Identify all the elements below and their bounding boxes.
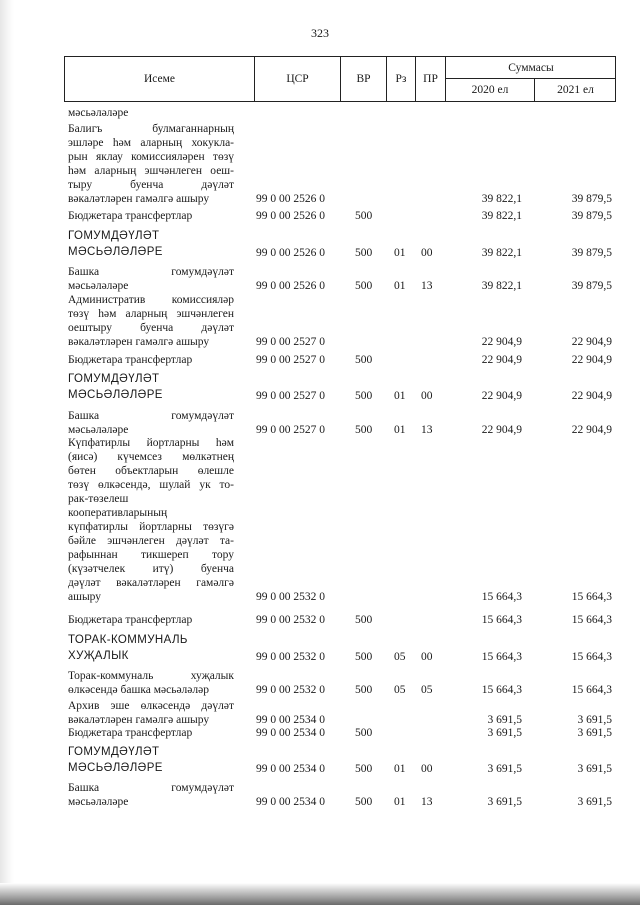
row-pr: 13: [421, 424, 433, 436]
row-sum-2021: 3 691,5: [577, 714, 612, 726]
row-sum-2021: 3 691,5: [577, 763, 612, 775]
row-csr: 99 0 00 2527 0: [256, 424, 325, 436]
row-sum-2020: 39 822,1: [481, 280, 522, 292]
row-sum-2021: 3 691,5: [577, 796, 612, 808]
row-csr: 99 0 00 2526 0: [256, 247, 325, 259]
row-sum-2020: 15 664,3: [481, 614, 522, 626]
row-vr: 500: [355, 280, 373, 292]
row-rz: 05: [394, 684, 406, 696]
row-csr: 99 0 00 2526 0: [256, 210, 325, 222]
row-pr: 00: [421, 763, 433, 775]
row-rz: 01: [394, 763, 406, 775]
row-sum-2020: 22 904,9: [481, 354, 522, 366]
row-vr: 500: [355, 247, 373, 259]
row-rz: 01: [394, 280, 406, 292]
row-sum-2020: 22 904,9: [481, 390, 522, 402]
row-vr: 500: [355, 763, 373, 775]
scan-edge-bottom: [0, 883, 640, 905]
row-vr: 500: [355, 651, 373, 663]
row-name: Бюджетара трансфертлар: [68, 614, 193, 626]
row-name: ТОРАК-КОММУНАЛЬ ХУҖАЛЫК: [68, 634, 188, 662]
row-sum-2021: 39 879,5: [571, 193, 612, 205]
row-name: мәсьәләләре: [68, 107, 129, 119]
row-rz: 01: [394, 424, 406, 436]
row-name: Административ комиссияләр төзү һәм аларның эшчәнлеген оештыру буенча дәүләт вәкаләтләрен гамәлгә ашыру: [68, 294, 234, 348]
scan-edge-left: [0, 0, 14, 905]
row-sum-2021: 22 904,9: [571, 390, 612, 402]
header-pr: ПР: [423, 73, 438, 85]
row-name: Башка гомумдәүләт мәсьәләләре: [68, 266, 234, 292]
row-name: Балигъ булмаганнарның эшләре һәм аларның хокукла- рын яклау комиссияләрен төзү һәм аларның эшчәнлеген оеш- тыру буенча дәүләт вәкаләтләрен гамәлгә ашыру: [68, 123, 234, 205]
row-sum-2020: 15 664,3: [481, 684, 522, 696]
row-vr: 500: [355, 390, 373, 402]
row-name: Архив эше өлкәсендә дәүләт вәкаләтләрен гамәлгә ашыру: [68, 700, 234, 726]
row-rz: 01: [394, 796, 406, 808]
row-csr: 99 0 00 2534 0: [256, 796, 325, 808]
row-vr: 500: [355, 614, 373, 626]
row-name: Бюджетара трансфертлар: [68, 210, 193, 222]
row-vr: 500: [355, 424, 373, 436]
row-name: Торак-коммуналь хуҗалык өлкәсендә башка мәсьәләләр: [68, 670, 234, 696]
row-sum-2020: 15 664,3: [481, 591, 522, 603]
row-sum-2020: 22 904,9: [481, 336, 522, 348]
row-vr: 500: [355, 796, 373, 808]
row-rz: 01: [394, 247, 406, 259]
row-sum-2020: 3 691,5: [487, 727, 522, 739]
row-sum-2021: 22 904,9: [571, 354, 612, 366]
row-csr: 99 0 00 2532 0: [256, 591, 325, 603]
row-sum-2021: 15 664,3: [571, 651, 612, 663]
row-sum-2020: 39 822,1: [481, 210, 522, 222]
row-sum-2021: 15 664,3: [571, 614, 612, 626]
row-sum-2020: 3 691,5: [487, 796, 522, 808]
row-pr: 13: [421, 280, 433, 292]
table-header: [64, 56, 616, 102]
row-sum-2021: 22 904,9: [571, 336, 612, 348]
row-csr: 99 0 00 2526 0: [256, 280, 325, 292]
row-name: Башка гомумдәүләт мәсьәләләре: [68, 782, 234, 808]
header-sums: Суммасы: [508, 61, 554, 74]
header-year-2021: 2021 ел: [557, 84, 594, 96]
row-pr: 00: [421, 247, 433, 259]
row-rz: 01: [394, 390, 406, 402]
row-vr: 500: [355, 684, 373, 696]
row-sum-2020: 3 691,5: [487, 763, 522, 775]
row-name: Күпфатирлы йортларны һәм (яисә) күчемсез мөлкәтнең бөтен объектларын өлешле төзү өлкәсендә, шулай ук то- рак-төзелеш кооперативларының күпфатирлы йортларны төзүгә бәйле эшчәнлеген дәүләт та- рафыннан тикшереп тору (күзәтчелек итү) буенча дәүләт вәкаләтләрен гамәлгә ашыру: [68, 437, 234, 603]
row-pr: 00: [421, 651, 433, 663]
row-csr: 99 0 00 2532 0: [256, 614, 325, 626]
row-sum-2020: 39 822,1: [481, 193, 522, 205]
row-name: ГОМУМДӘҮЛӘТ МӘСЬӘЛӘЛӘРЕ: [68, 230, 163, 258]
row-sum-2020: 22 904,9: [481, 424, 522, 436]
row-rz: 05: [394, 651, 406, 663]
row-csr: 99 0 00 2532 0: [256, 684, 325, 696]
header-name: Исеме: [143, 73, 176, 85]
row-sum-2021: 39 879,5: [571, 247, 612, 259]
row-vr: 500: [355, 354, 373, 366]
row-sum-2021: 3 691,5: [577, 727, 612, 739]
row-csr: 99 0 00 2527 0: [256, 390, 325, 402]
header-rz: Рз: [395, 73, 407, 85]
row-vr: 500: [355, 210, 373, 222]
header-year-2020: 2020 ел: [471, 84, 509, 96]
row-csr: 99 0 00 2534 0: [256, 714, 325, 726]
row-name: Бюджетара трансфертлар: [68, 727, 193, 739]
row-pr: 13: [421, 796, 433, 808]
row-name: Башка гомумдәүләт мәсьәләләре: [68, 410, 234, 436]
row-pr: 05: [421, 684, 433, 696]
row-name: ГОМУМДӘҮЛӘТ МӘСЬӘЛӘЛӘРЕ: [68, 373, 163, 401]
row-csr: 99 0 00 2532 0: [256, 651, 325, 663]
row-sum-2020: 15 664,3: [481, 651, 522, 663]
row-pr: 00: [421, 390, 433, 402]
row-vr: 500: [355, 727, 373, 739]
row-sum-2020: 39 822,1: [481, 247, 522, 259]
row-csr: 99 0 00 2526 0: [256, 193, 325, 205]
row-csr: 99 0 00 2534 0: [256, 763, 325, 775]
row-sum-2020: 3 691,5: [487, 714, 522, 726]
row-name: Бюджетара трансфертлар: [68, 354, 193, 366]
row-sum-2021: 39 879,5: [571, 280, 612, 292]
row-name: ГОМУМДӘҮЛӘТ МӘСЬӘЛӘЛӘРЕ: [68, 746, 163, 774]
row-sum-2021: 15 664,3: [571, 591, 612, 603]
header-csr: ЦСР: [286, 73, 309, 85]
page-number: 323: [311, 26, 329, 40]
header-vr: ВР: [356, 73, 371, 85]
row-sum-2021: 39 879,5: [571, 210, 612, 222]
row-sum-2021: 15 664,3: [571, 684, 612, 696]
row-csr: 99 0 00 2527 0: [256, 354, 325, 366]
row-csr: 99 0 00 2534 0: [256, 727, 325, 739]
row-csr: 99 0 00 2527 0: [256, 336, 325, 348]
row-sum-2021: 22 904,9: [571, 424, 612, 436]
